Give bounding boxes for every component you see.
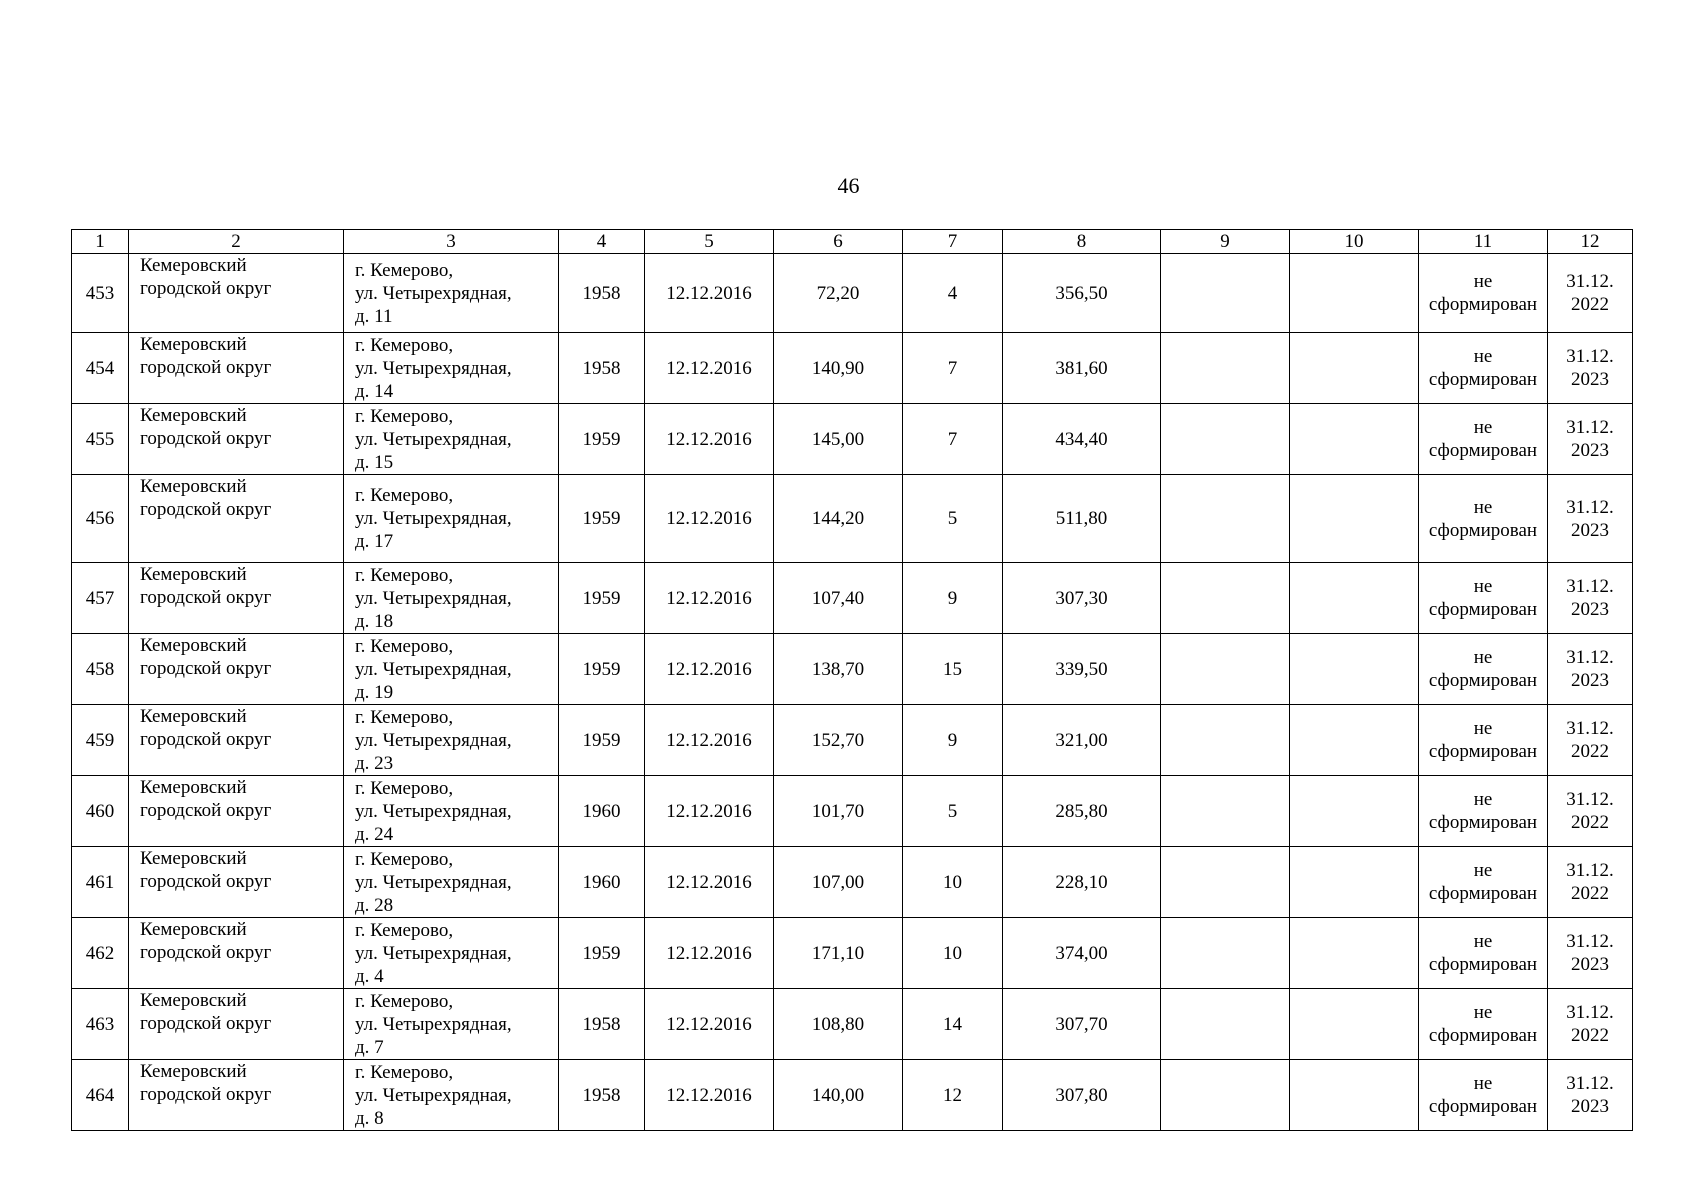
status-cell-line: не [1473, 576, 1493, 597]
deadline-cell [1548, 847, 1633, 918]
status-cell-line: сформирован [1428, 1025, 1538, 1046]
status-cell-line: не [1473, 496, 1493, 518]
table-row [72, 634, 1633, 705]
deadline-cell-line: 2023 [1571, 440, 1609, 461]
register-body [72, 254, 1633, 1131]
row-number-cell: 456 [72, 475, 129, 563]
address-cell [344, 989, 559, 1060]
district-cell-line: Кемеровский [140, 919, 247, 940]
date-cell: 12.12.2016 [645, 1060, 774, 1131]
column-9-cell [1161, 847, 1290, 918]
deadline-cell-line: 31.12. [1566, 860, 1614, 881]
district-cell [129, 563, 344, 634]
column-header: 3 [344, 230, 559, 254]
district-cell [129, 989, 344, 1060]
column-6-cell: 107,40 [774, 563, 903, 634]
column-8-cell: 307,80 [1003, 1060, 1161, 1131]
row-number-cell: 460 [72, 776, 129, 847]
column-7-cell: 5 [903, 475, 1003, 563]
year-cell: 1959 [559, 918, 645, 989]
deadline-cell-line: 31.12. [1566, 417, 1614, 438]
column-6-cell: 108,80 [774, 989, 903, 1060]
table-row [72, 1060, 1633, 1131]
address-cell-line: г. Кемерово, [355, 1061, 454, 1083]
column-9-cell [1161, 254, 1290, 333]
district-cell-line: Кемеровский [140, 777, 247, 798]
column-7-cell: 7 [903, 404, 1003, 475]
district-cell-line: Кемеровский [140, 564, 247, 585]
status-cell-line: не [1473, 860, 1493, 881]
column-header: 7 [903, 230, 1003, 254]
district-cell [129, 634, 344, 705]
column-10-cell [1290, 1060, 1419, 1131]
table-row [72, 705, 1633, 776]
column-7-cell: 14 [903, 989, 1003, 1060]
district-cell [129, 918, 344, 989]
status-cell-line: не [1473, 789, 1493, 810]
column-8-cell: 434,40 [1003, 404, 1161, 475]
date-cell: 12.12.2016 [645, 776, 774, 847]
table-row [72, 918, 1633, 989]
district-cell-line: городской округ [140, 499, 272, 520]
date-cell: 12.12.2016 [645, 475, 774, 563]
status-cell-line: сформирован [1428, 670, 1538, 691]
row-number-cell: 454 [72, 333, 129, 404]
address-cell-line: ул. Четырехрядная, [355, 729, 512, 751]
address-cell [344, 918, 559, 989]
year-cell: 1958 [559, 254, 645, 333]
deadline-cell [1548, 776, 1633, 847]
deadline-cell-line: 31.12. [1566, 346, 1614, 367]
column-6-cell: 101,70 [774, 776, 903, 847]
address-cell-line: г. Кемерово, [355, 919, 454, 941]
district-cell-line: Кемеровский [140, 405, 247, 426]
table-row [72, 563, 1633, 634]
column-9-cell [1161, 563, 1290, 634]
column-9-cell [1161, 989, 1290, 1060]
district-cell [129, 254, 344, 333]
column-10-cell [1290, 918, 1419, 989]
address-cell-line: ул. Четырехрядная, [355, 658, 512, 680]
address-cell-line: ул. Четырехрядная, [355, 800, 512, 822]
column-9-cell [1161, 475, 1290, 563]
column-6-cell: 144,20 [774, 475, 903, 563]
address-cell-line: д. 7 [355, 1036, 384, 1058]
column-7-cell: 4 [903, 254, 1003, 333]
address-cell-line: д. 19 [355, 681, 394, 703]
column-6-cell: 145,00 [774, 404, 903, 475]
district-cell-line: Кемеровский [140, 706, 247, 727]
housing-register-table [71, 229, 1633, 1131]
row-number-cell: 461 [72, 847, 129, 918]
date-cell: 12.12.2016 [645, 404, 774, 475]
table-row [72, 475, 1633, 563]
column-7-cell: 7 [903, 333, 1003, 404]
deadline-cell-line: 31.12. [1566, 496, 1614, 518]
deadline-cell-line: 31.12. [1566, 271, 1614, 292]
status-cell-line: сформирован [1428, 883, 1538, 904]
district-cell-line: Кемеровский [140, 990, 247, 1011]
column-6-cell: 140,90 [774, 333, 903, 404]
address-cell [344, 563, 559, 634]
table-row [72, 333, 1633, 404]
address-cell-line: д. 23 [355, 752, 394, 774]
column-6-cell: 140,00 [774, 1060, 903, 1131]
column-8-cell: 374,00 [1003, 918, 1161, 989]
deadline-cell-line: 31.12. [1566, 576, 1614, 597]
column-7-cell: 15 [903, 634, 1003, 705]
address-cell-line: д. 17 [355, 531, 394, 552]
address-cell [344, 254, 559, 333]
district-cell [129, 404, 344, 475]
column-10-cell [1290, 989, 1419, 1060]
row-number-cell: 463 [72, 989, 129, 1060]
deadline-cell-line: 31.12. [1566, 647, 1614, 668]
deadline-cell [1548, 634, 1633, 705]
table-row [72, 989, 1633, 1060]
status-cell-line: сформирован [1428, 812, 1538, 833]
column-8-cell: 356,50 [1003, 254, 1161, 333]
year-cell: 1960 [559, 776, 645, 847]
status-cell-line: сформирован [1428, 954, 1538, 975]
year-cell: 1959 [559, 404, 645, 475]
district-cell-line: городской округ [140, 357, 272, 378]
district-cell-line: городской округ [140, 587, 272, 608]
district-cell-line: Кемеровский [140, 635, 247, 656]
deadline-cell-line: 31.12. [1566, 1073, 1614, 1094]
address-cell-line: д. 11 [355, 305, 393, 327]
deadline-cell-line: 2023 [1571, 954, 1609, 975]
status-cell-line: не [1473, 417, 1493, 438]
column-10-cell [1290, 634, 1419, 705]
row-number-cell: 462 [72, 918, 129, 989]
status-cell-line: не [1473, 931, 1493, 952]
address-cell-line: д. 18 [355, 610, 394, 632]
column-9-cell [1161, 634, 1290, 705]
district-cell [129, 776, 344, 847]
address-cell-line: ул. Четырехрядная, [355, 871, 512, 893]
district-cell-line: городской округ [140, 871, 272, 892]
address-cell [344, 1060, 559, 1131]
date-cell: 12.12.2016 [645, 333, 774, 404]
address-cell [344, 475, 559, 563]
status-cell-line: сформирован [1428, 440, 1538, 461]
date-cell: 12.12.2016 [645, 634, 774, 705]
date-cell: 12.12.2016 [645, 989, 774, 1060]
deadline-cell-line: 2023 [1571, 519, 1609, 541]
status-cell-line: сформирован [1428, 741, 1538, 762]
deadline-cell [1548, 918, 1633, 989]
status-cell-line: сформирован [1428, 369, 1538, 390]
address-cell-line: г. Кемерово, [355, 334, 454, 356]
address-cell-line: д. 14 [355, 380, 394, 402]
deadline-cell-line: 2022 [1571, 812, 1609, 833]
deadline-cell-line: 31.12. [1566, 1002, 1614, 1023]
district-cell-line: городской округ [140, 658, 272, 679]
address-cell-line: ул. Четырехрядная, [355, 1084, 512, 1106]
column-header: 8 [1003, 230, 1161, 254]
column-header: 5 [645, 230, 774, 254]
district-cell [129, 333, 344, 404]
address-cell-line: д. 4 [355, 965, 384, 987]
column-8-cell: 321,00 [1003, 705, 1161, 776]
address-cell-line: г. Кемерово, [355, 564, 454, 586]
status-cell-line: сформирован [1428, 294, 1538, 315]
district-cell [129, 705, 344, 776]
district-cell-line: городской округ [140, 800, 272, 821]
column-9-cell [1161, 918, 1290, 989]
column-6-cell: 72,20 [774, 254, 903, 333]
column-10-cell [1290, 254, 1419, 333]
row-number-cell: 453 [72, 254, 129, 333]
address-cell [344, 404, 559, 475]
status-cell [1419, 404, 1548, 475]
column-8-cell: 307,30 [1003, 563, 1161, 634]
deadline-cell [1548, 475, 1633, 563]
address-cell-line: ул. Четырехрядная, [355, 357, 512, 379]
status-cell-line: не [1473, 346, 1493, 367]
status-cell [1419, 563, 1548, 634]
table-row [72, 404, 1633, 475]
district-cell-line: Кемеровский [140, 255, 247, 276]
column-7-cell: 5 [903, 776, 1003, 847]
column-9-cell [1161, 404, 1290, 475]
district-cell-line: городской округ [140, 278, 272, 299]
date-cell: 12.12.2016 [645, 918, 774, 989]
address-cell-line: г. Кемерово, [355, 485, 454, 506]
district-cell-line: городской округ [140, 428, 272, 449]
page-number: 46 [837, 173, 860, 198]
district-cell-line: Кемеровский [140, 476, 247, 497]
status-cell [1419, 705, 1548, 776]
column-10-cell [1290, 404, 1419, 475]
address-cell [344, 634, 559, 705]
district-cell-line: городской округ [140, 1084, 272, 1105]
deadline-cell [1548, 333, 1633, 404]
column-6-cell: 152,70 [774, 705, 903, 776]
column-8-cell: 381,60 [1003, 333, 1161, 404]
address-cell [344, 776, 559, 847]
deadline-cell-line: 2023 [1571, 369, 1609, 390]
column-number-row [72, 230, 1633, 254]
column-9-cell [1161, 333, 1290, 404]
column-7-cell: 9 [903, 705, 1003, 776]
year-cell: 1959 [559, 475, 645, 563]
district-cell [129, 847, 344, 918]
address-cell [344, 847, 559, 918]
row-number-cell: 455 [72, 404, 129, 475]
address-cell-line: г. Кемерово, [355, 777, 454, 799]
district-cell-line: городской округ [140, 1013, 272, 1034]
column-6-cell: 107,00 [774, 847, 903, 918]
district-cell [129, 475, 344, 563]
year-cell: 1958 [559, 333, 645, 404]
deadline-cell-line: 2023 [1571, 599, 1609, 620]
column-7-cell: 10 [903, 918, 1003, 989]
address-cell-line: д. 15 [355, 451, 394, 473]
deadline-cell [1548, 404, 1633, 475]
deadline-cell-line: 2022 [1571, 294, 1609, 315]
year-cell: 1960 [559, 847, 645, 918]
year-cell: 1958 [559, 989, 645, 1060]
column-7-cell: 9 [903, 563, 1003, 634]
address-cell-line: г. Кемерово, [355, 706, 454, 728]
year-cell: 1958 [559, 1060, 645, 1131]
address-cell-line: ул. Четырехрядная, [355, 587, 512, 609]
column-header: 12 [1548, 230, 1633, 254]
status-cell-line: не [1473, 647, 1493, 668]
status-cell [1419, 776, 1548, 847]
column-10-cell [1290, 333, 1419, 404]
status-cell-line: не [1473, 1073, 1493, 1094]
column-header: 9 [1161, 230, 1290, 254]
column-10-cell [1290, 475, 1419, 563]
column-8-cell: 339,50 [1003, 634, 1161, 705]
date-cell: 12.12.2016 [645, 563, 774, 634]
deadline-cell [1548, 254, 1633, 333]
status-cell [1419, 634, 1548, 705]
row-number-cell: 457 [72, 563, 129, 634]
address-cell-line: ул. Четырехрядная, [355, 282, 512, 304]
column-8-cell: 307,70 [1003, 989, 1161, 1060]
column-header: 11 [1419, 230, 1548, 254]
deadline-cell-line: 2022 [1571, 883, 1609, 904]
status-cell [1419, 475, 1548, 563]
address-cell-line: ул. Четырехрядная, [355, 1013, 512, 1035]
status-cell [1419, 847, 1548, 918]
address-cell-line: г. Кемерово, [355, 848, 454, 870]
district-cell-line: Кемеровский [140, 1061, 247, 1082]
address-cell-line: д. 8 [355, 1107, 384, 1129]
address-cell-line: г. Кемерово, [355, 259, 454, 281]
deadline-cell-line: 2023 [1571, 670, 1609, 691]
address-cell-line: д. 28 [355, 894, 394, 916]
year-cell: 1959 [559, 563, 645, 634]
date-cell: 12.12.2016 [645, 847, 774, 918]
status-cell-line: не [1473, 271, 1493, 292]
deadline-cell-line: 31.12. [1566, 718, 1614, 739]
deadline-cell-line: 2023 [1571, 1096, 1609, 1117]
year-cell: 1959 [559, 634, 645, 705]
deadline-cell-line: 31.12. [1566, 789, 1614, 810]
column-9-cell [1161, 1060, 1290, 1131]
status-cell [1419, 254, 1548, 333]
row-number-cell: 458 [72, 634, 129, 705]
date-cell: 12.12.2016 [645, 705, 774, 776]
district-cell [129, 1060, 344, 1131]
column-header: 6 [774, 230, 903, 254]
address-cell [344, 333, 559, 404]
table-row [72, 776, 1633, 847]
deadline-cell [1548, 705, 1633, 776]
district-cell-line: городской округ [140, 942, 272, 963]
year-cell: 1959 [559, 705, 645, 776]
column-header: 10 [1290, 230, 1419, 254]
address-cell-line: г. Кемерово, [355, 405, 454, 427]
column-header: 4 [559, 230, 645, 254]
table-row [72, 254, 1633, 333]
status-cell-line: сформирован [1428, 599, 1538, 620]
column-header: 2 [129, 230, 344, 254]
table-row [72, 847, 1633, 918]
column-7-cell: 10 [903, 847, 1003, 918]
column-6-cell: 171,10 [774, 918, 903, 989]
column-10-cell [1290, 847, 1419, 918]
status-cell-line: не [1473, 718, 1493, 739]
deadline-cell-line: 31.12. [1566, 931, 1614, 952]
address-cell-line: д. 24 [355, 823, 394, 845]
status-cell-line: сформирован [1428, 519, 1538, 541]
row-number-cell: 459 [72, 705, 129, 776]
column-10-cell [1290, 776, 1419, 847]
status-cell [1419, 333, 1548, 404]
deadline-cell [1548, 1060, 1633, 1131]
address-cell-line: г. Кемерово, [355, 990, 454, 1012]
status-cell [1419, 989, 1548, 1060]
deadline-cell-line: 2022 [1571, 1025, 1609, 1046]
column-10-cell [1290, 563, 1419, 634]
column-8-cell: 511,80 [1003, 475, 1161, 563]
status-cell [1419, 918, 1548, 989]
column-9-cell [1161, 705, 1290, 776]
row-number-cell: 464 [72, 1060, 129, 1131]
deadline-cell [1548, 563, 1633, 634]
column-6-cell: 138,70 [774, 634, 903, 705]
address-cell-line: ул. Четырехрядная, [355, 942, 512, 964]
district-cell-line: Кемеровский [140, 848, 247, 869]
deadline-cell-line: 2022 [1571, 741, 1609, 762]
column-9-cell [1161, 776, 1290, 847]
district-cell-line: Кемеровский [140, 334, 247, 355]
address-cell-line: ул. Четырехрядная, [355, 508, 512, 529]
address-cell [344, 705, 559, 776]
column-8-cell: 285,80 [1003, 776, 1161, 847]
status-cell-line: не [1473, 1002, 1493, 1023]
column-header: 1 [72, 230, 129, 254]
status-cell-line: сформирован [1428, 1096, 1538, 1117]
address-cell-line: г. Кемерово, [355, 635, 454, 657]
column-7-cell: 12 [903, 1060, 1003, 1131]
address-cell-line: ул. Четырехрядная, [355, 428, 512, 450]
date-cell: 12.12.2016 [645, 254, 774, 333]
district-cell-line: городской округ [140, 729, 272, 750]
status-cell [1419, 1060, 1548, 1131]
column-10-cell [1290, 705, 1419, 776]
column-8-cell: 228,10 [1003, 847, 1161, 918]
deadline-cell [1548, 989, 1633, 1060]
